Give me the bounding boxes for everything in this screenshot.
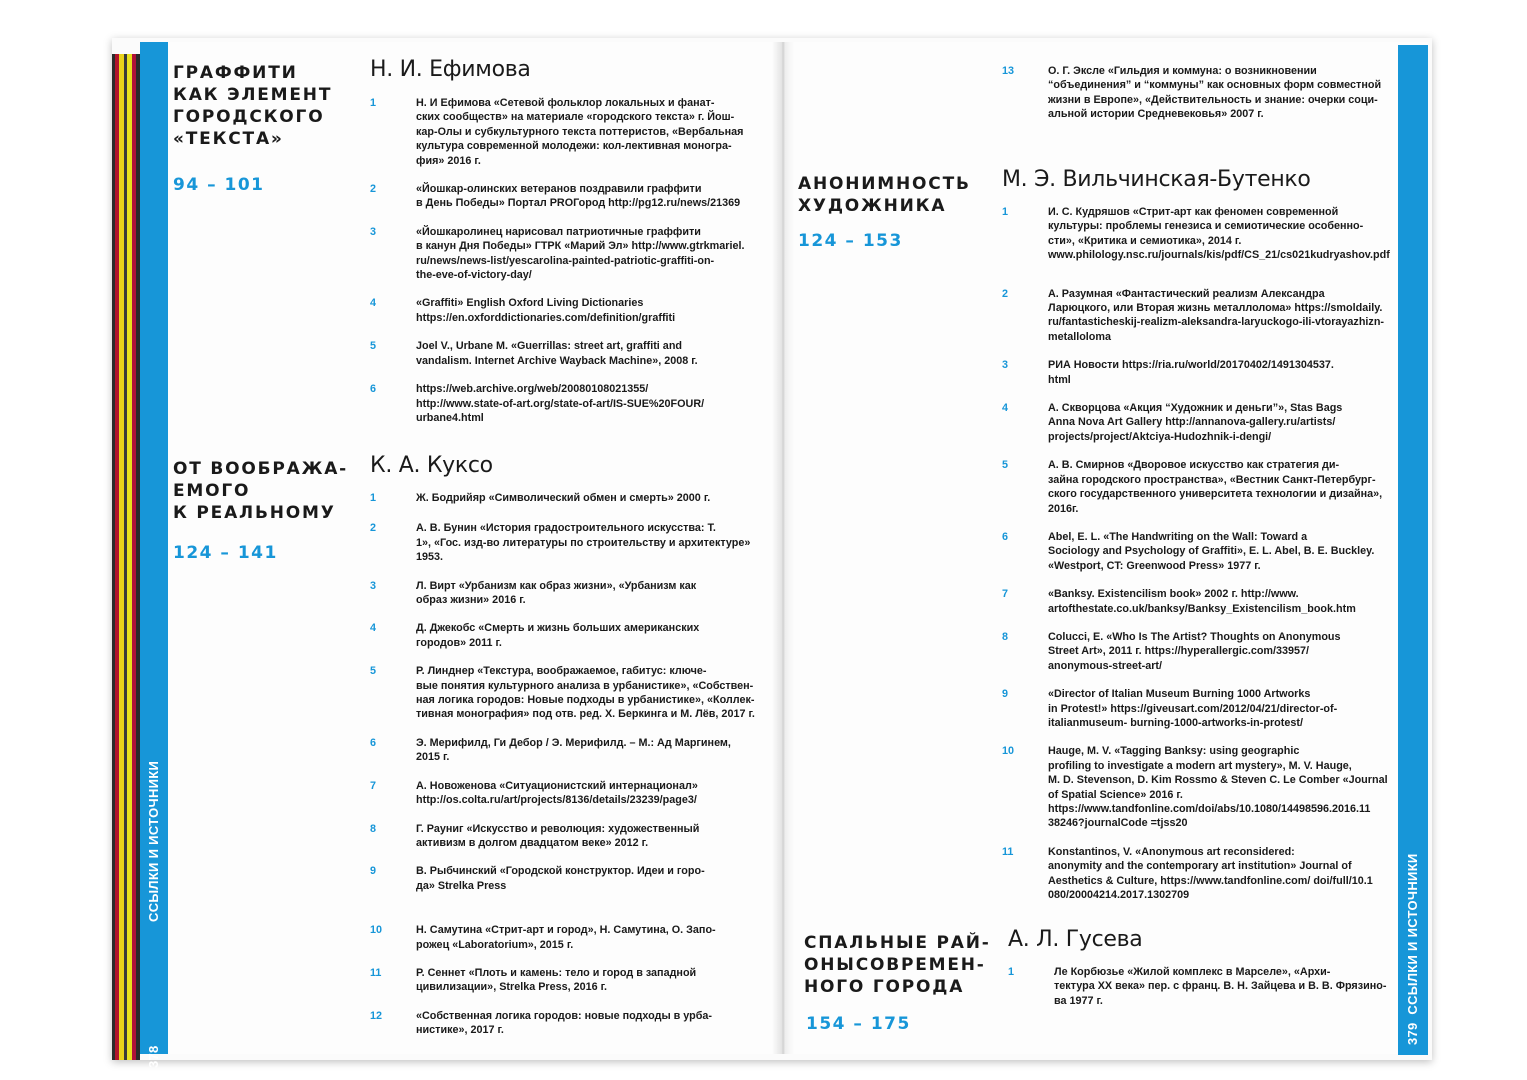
refs-graffiti: [370, 96, 770, 439]
ref-text: Colucci, E. «Who Is The Artist? Thoughts on Anonymous Street Art», 2011 г. https://hyperallergic.com/33957/ anonymous-street-art/: [1048, 630, 1341, 672]
left-page-number: 378: [146, 1045, 161, 1068]
ref-text: О. Г. Эксле «Гильдия и коммуна: о возникновении “объединения” и “коммуны” как основных форм совместной жизни в Европе», «Действительность и знание: очерки соци- альной истории Средневековья» 2007 г.: [1048, 65, 1382, 121]
refs-imaginary: [370, 491, 770, 1052]
ref-item: [370, 779, 770, 808]
ref-item: [1002, 744, 1397, 830]
ref-number: 2: [370, 183, 377, 196]
ref-text: Э. Мерифилд, Ги Дебор / Э. Мерифилд. – М.: Ад Маргинем, 2015 г.: [416, 736, 731, 764]
author-guseva: А. Л. Гусева: [1008, 927, 1143, 952]
ref-item: [1002, 358, 1397, 387]
ref-item: [1008, 965, 1400, 1008]
ref-number: 6: [370, 736, 377, 749]
ref-number: 4: [370, 297, 377, 310]
ref-item: [370, 664, 770, 722]
ref-text: «Director of Italian Museum Burning 1000 Artworks in Protest!» https://giveusart.com/2012/04/21/director-of- italianmuseum- burning-1000-artworks-in-protest/: [1048, 688, 1338, 729]
ref-number: 1: [1002, 206, 1009, 218]
ref-text: Ле Корбюзье «Жилой комплекс в Марселе», «Архи- тектура XX века» пер. с франц. В. Н. Зайцева и В. В. Фрязино- ва 1977 г.: [1054, 966, 1387, 1007]
right-page-number: 379: [1405, 1022, 1420, 1045]
section-title-graffiti: ГРАФФИТИ КАК ЭЛЕМЕНТ ГОРОДСКОГО «ТЕКСТА»: [173, 63, 333, 149]
ref-text: Konstantinos, V. «Anonymous art reconsidered: anonymity and the contemporary art institution» Journal of Aesthetics & Culture, https://www.tandfonline.com/ doi/full/10.1 080/20004214.2017.1302709: [1048, 845, 1373, 902]
ref-text: Abel, E. L. «The Handwriting on the Wall: Toward a Sociology and Psychology of Graffiti», E. L. Abel, B. E. Buckley. «Westport, CT: Greenwood Press» 1977 г.: [1048, 530, 1375, 572]
ref-text: Р. Сеннет «Плоть и камень: тело и город в западной цивилизации», Strelka Press, 2016 г.: [416, 966, 697, 994]
ref-number: 8: [1002, 630, 1009, 643]
ref-item: [370, 225, 770, 283]
ref-item: [1002, 687, 1397, 730]
ref-text: РИА Новости https://ria.ru/world/20170402/1491304537. html: [1048, 359, 1334, 386]
right-side-band: [1398, 45, 1428, 1055]
section-range-graffiti: 94 – 101: [173, 175, 265, 195]
ref-item: [1002, 205, 1397, 263]
ref-number: 3: [370, 225, 377, 238]
ref-number: 11: [370, 966, 382, 979]
ref-item: [370, 521, 770, 564]
ref-number: 3: [370, 579, 377, 592]
ref-number: 8: [370, 822, 377, 835]
ref-number: 12: [370, 1009, 383, 1022]
section-range-anonymity: 124 – 153: [798, 231, 903, 251]
ref-text: А. Разумная «Фантастический реализм Александра Ларюцкого, или Вторая жизнь металлолома» https://smoldaily. ru/fantasticheskij-realizm-aleksandra-laryuckogo-ili-vtorayazhizn- metalloloma: [1048, 287, 1385, 343]
ref-item: [370, 491, 770, 505]
ref-number: 7: [370, 779, 377, 792]
ref-item: [370, 182, 770, 211]
ref-text: Л. Вирт «Урбанизм как образ жизни», «Урбанизм как образ жизни» 2016 г.: [416, 579, 697, 607]
ref-number: 1: [370, 97, 377, 109]
ref-item: [370, 864, 770, 893]
author-kukso: К. А. Куксо: [370, 453, 493, 478]
ref-item: [1002, 630, 1397, 673]
author-efimova: Н. И. Ефимова: [370, 57, 531, 82]
ref-text: «Graffiti» English Oxford Living Dictionaries https://en.oxforddictionaries.com/definition/graffiti: [416, 297, 676, 324]
ref-text: «Banksy. Existencilism book» 2002 г. http://www. artofthestate.co.uk/banksy/Banksy_Existencilism_book.htm: [1048, 588, 1356, 615]
ref-item: [1002, 64, 1397, 122]
left-band-label: ССЫЛКИ И ИСТОЧНИКИ: [146, 760, 161, 922]
ref-item: [370, 621, 770, 650]
ref-item: [1002, 530, 1397, 573]
refs-sleeping-districts: [1008, 965, 1400, 1022]
ref-item: [1002, 587, 1397, 616]
ref-text: Joel V., Urbane M. «Guerrillas: street art, graffiti and vandalism. Internet Archive Wayback Machine», 2008 г.: [416, 340, 698, 367]
book-gutter: [772, 42, 794, 1054]
section-title-imaginary: ОТ ВООБРАЖА- ЕМОГО К РЕАЛЬНОМУ: [173, 459, 349, 523]
ref-text: Г. Рауниг «Искусство и революция: художественный активизм в долгом двадцатом веке» 2012 г.: [416, 822, 700, 849]
ref-number: 9: [370, 865, 377, 878]
ref-number: 3: [1002, 359, 1009, 372]
ref-number: 5: [370, 340, 377, 353]
ref-text: Д. Джекобс «Смерть и жизнь больших американских городов» 2011 г.: [416, 622, 700, 649]
right-band-label: [1405, 853, 1420, 1045]
ref-item: [1002, 845, 1397, 903]
ref-number: 11: [1002, 845, 1014, 858]
ref-text: А. Скворцова «Акция “Художник и деньги”», Stas Bags Anna Nova Art Gallery http://annanova-gallery.ru/artists/ projects/project/Aktciya-Hudozhnik-i-dengi/: [1048, 402, 1343, 443]
ref-text: «Йошкаролинец нарисовал патриотичные граффити в канун Дня Победы» ГТРК «Марий Эл» http://www.gtrkmariel. ru/news/news-list/yescarolina-painted-patriotic-graffiti-on- the-eve-of-victory-day/: [416, 225, 745, 282]
section-range-imaginary: 124 – 141: [173, 543, 278, 563]
ref-number: 9: [1002, 688, 1009, 701]
ref-text: А. Новоженова «Ситуационистский интернационал» http://os.colta.ru/art/projects/8136/details/23239/page3/: [416, 779, 698, 807]
ref-number: 2: [1002, 287, 1009, 300]
ref-item: [370, 822, 770, 851]
right-band-text: ССЫЛКИ И ИСТОЧНИКИ: [1405, 853, 1420, 1015]
ref-text: «Йошкар-олинских ветеранов поздравили граффити в День Победы» Портал PROГород http://pg12.ru/news/21369: [416, 183, 741, 210]
ref-number: 13: [1002, 65, 1015, 77]
ref-number: 2: [370, 522, 377, 535]
ref-item: [370, 382, 770, 425]
ref-item: [370, 296, 770, 325]
ref-text: Н. И Ефимова «Сетевой фольклор локальных и фанат- ских сообществ» на материале «городского текста» г. Йош- кар-Олы и субкультурного текста поттеристов, «Вербальная культура современной молодежи: кол-лективная моногра- фия» 2016 г.: [416, 97, 744, 167]
ref-number: 7: [1002, 588, 1009, 601]
ref-item: [370, 736, 770, 765]
ref-number: 10: [370, 924, 383, 937]
ref-number: 10: [1002, 745, 1015, 758]
ref-number: 5: [370, 665, 377, 678]
author-vilchinskaya: М. Э. Вильчинская-Бутенко: [1002, 167, 1311, 192]
ref-text: И. С. Кудряшов «Стрит-арт как феномен современной культуры: проблемы генезиса и семиотические особенно- сти», «Критика и семиотика», 2014 г. www.philology.nsc.ru/journals/kis/pdf/CS_21/cs021kudryashov.pdf: [1048, 206, 1390, 262]
page-edges: [112, 54, 140, 1060]
ref-number: 1: [370, 492, 377, 504]
section-title-anonymity: АНОНИМНОСТЬ ХУДОЖНИКА: [798, 174, 971, 216]
ref-text: Ж. Бодрийяр «Символический обмен и смерть» 2000 г.: [416, 492, 711, 504]
ref-item: [1002, 401, 1397, 444]
ref-number: 4: [1002, 402, 1009, 415]
ref-item: [370, 96, 770, 168]
ref-item: [370, 339, 770, 368]
ref-text: Hauge, M. V. «Tagging Banksy: using geographic profiling to investigate a modern art mystery», M. V. Hauge, M. D. Stevenson, D. Kim Rossmo & Steven C. Le Comber «Journal of Spatial Science» 2016 г. https://www.tandfonline.com/doi/abs/10.1080/14498596.2016.11 38246?journalCode =tjss20: [1048, 745, 1388, 830]
section-range-sleeping-districts: 154 – 175: [806, 1014, 911, 1034]
ref-number: 1: [1008, 966, 1015, 978]
refs-continuation: [1002, 64, 1397, 136]
ref-number: 6: [370, 383, 377, 396]
section-title-sleeping-districts: СПАЛЬНЫЕ РАЙ- ОНЫСОВРЕМЕН- НОГО ГОРОДА: [804, 933, 991, 997]
ref-item: [370, 966, 770, 995]
refs-anonymity: [1002, 205, 1397, 916]
ref-item: [370, 923, 770, 952]
ref-number: 4: [370, 622, 377, 635]
ref-text: Н. Самутина «Стрит-арт и город», Н. Самутина, О. Запо- рожец «Laboratorium», 2015 г.: [416, 924, 716, 951]
ref-number: 6: [1002, 530, 1009, 543]
ref-text: В. Рыбчинский «Городской конструктор. Идеи и горо- да» Strelka Press: [416, 865, 705, 892]
ref-text: А. В. Бунин «История градостроительного искусства: Т. 1», «Гос. изд-во литературы по строительству и архитектуре» 1953.: [416, 522, 751, 564]
ref-text: А. В. Смирнов «Дворовое искусство как стратегия ди- зайна городского пространства», «Вестник Санкт-Петербург- ского государственного университета технологии и дизайна», 2016г.: [1048, 459, 1383, 515]
ref-number: 5: [1002, 459, 1009, 472]
ref-item: [370, 579, 770, 608]
ref-item: [1002, 287, 1397, 345]
ref-text: https://web.archive.org/web/20080108021355/ http://www.state-of-art.org/state-of-art/IS-SUE%20FOUR/ urbane4.html: [416, 383, 705, 424]
ref-item: [370, 1009, 770, 1038]
ref-item: [1002, 458, 1397, 516]
left-side-band: [140, 42, 168, 1068]
ref-text: Р. Линднер «Текстура, воображаемое, габитус: ключе- вые понятия культурного анализа в урбанистике», «Собствен- ная логика городов: Новые подходы в урбанистике», «Коллек- тивная монография» под отв. ред. Х. Беркинга и М. Лёв, 2017 г.: [416, 665, 755, 721]
ref-text: «Собственная логика городов: новые подходы в урба- нистике», 2017 г.: [416, 1009, 713, 1037]
